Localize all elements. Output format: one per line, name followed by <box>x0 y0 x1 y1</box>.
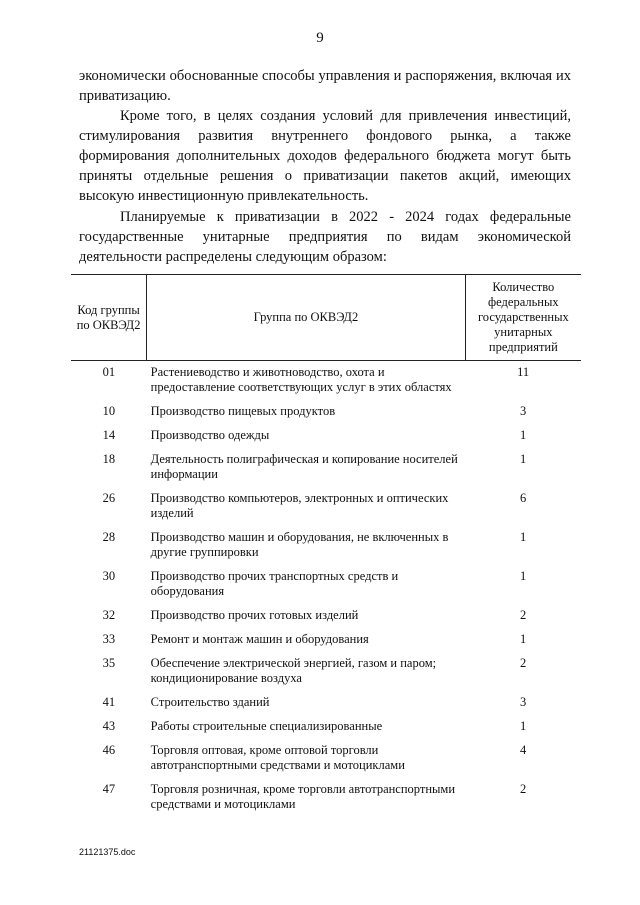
cell-count: 2 <box>519 608 527 622</box>
table-row <box>71 424 581 448</box>
table-row <box>71 778 581 817</box>
table-header-row <box>71 275 581 361</box>
cell-code: 10 <box>102 404 116 418</box>
cell-count: 2 <box>519 782 527 796</box>
table-row <box>71 526 581 565</box>
cell-code: 32 <box>102 608 116 622</box>
table-row <box>71 628 581 652</box>
document-filename: 21121375.doc <box>79 847 136 857</box>
cell-code: 41 <box>102 695 116 709</box>
cell-group: Работы строительные специализированные <box>150 719 383 733</box>
cell-group: Торговля оптовая, кроме оптовой торговли автотранспортными средствами и мотоциклами <box>150 743 405 772</box>
cell-code: 35 <box>102 656 116 670</box>
cell-count: 1 <box>519 452 527 466</box>
cell-group: Производство прочих транспортных средств и оборудования <box>150 569 399 598</box>
cell-count: 1 <box>519 530 527 544</box>
cell-code: 26 <box>102 491 116 505</box>
header-group: Группа по ОКВЭД2 <box>147 275 466 361</box>
table-row <box>71 739 581 778</box>
cell-code: 01 <box>102 365 116 379</box>
cell-count: 1 <box>519 632 527 646</box>
cell-count: 11 <box>517 365 530 379</box>
page-number: 9 <box>316 30 324 46</box>
cell-group: Производство компьютеров, электронных и оптических изделий <box>150 491 449 520</box>
table-row <box>71 715 581 739</box>
cell-code: 18 <box>102 452 116 466</box>
okved-table <box>71 274 581 817</box>
paragraph-privatization-plan: Планируемые к приватизации в 2022 - 2024 годах федеральные государственные унитарные предприятия по видам экономической деятельности распределены следующим образом: <box>79 209 571 265</box>
cell-code: 28 <box>102 530 116 544</box>
header-count: Количество федеральных государственных унитарных предприятий <box>465 275 581 361</box>
cell-group: Производство прочих готовых изделий <box>150 608 359 622</box>
cell-group: Торговля розничная, кроме торговли автотранспортными средствами и мотоциклами <box>150 782 456 811</box>
cell-count: 1 <box>519 569 527 583</box>
cell-group: Деятельность полиграфическая и копирование носителей информации <box>150 452 458 481</box>
cell-count: 3 <box>519 404 527 418</box>
cell-code: 30 <box>102 569 116 583</box>
cell-group: Производство машин и оборудования, не включенных в другие группировки <box>150 530 449 559</box>
cell-count: 1 <box>519 719 527 733</box>
cell-count: 6 <box>519 491 527 505</box>
table-row <box>71 604 581 628</box>
cell-group: Производство пищевых продуктов <box>150 404 336 418</box>
table-row <box>71 361 581 401</box>
paragraph-investment: Кроме того, в целях создания условий для привлечения инвестиций, стимулирования развития внутреннего фондового рынка, а также формирования дополнительных доходов федерального бюджета могут быть приняты отдельные решения о приватизации пакетов акций, имеющих высокую инвестиционную привлекательность. <box>79 108 571 204</box>
cell-code: 46 <box>102 743 116 757</box>
table-row <box>71 400 581 424</box>
cell-code: 33 <box>102 632 116 646</box>
cell-code: 14 <box>102 428 116 442</box>
cell-count: 1 <box>519 428 527 442</box>
cell-group: Ремонт и монтаж машин и оборудования <box>150 632 369 646</box>
cell-count: 2 <box>519 656 527 670</box>
cell-group: Обеспечение электрической энергией, газом и паром; кондиционирование воздуха <box>150 656 437 685</box>
header-code: Код группы по ОКВЭД2 <box>71 275 147 361</box>
table-row <box>71 691 581 715</box>
cell-group: Строительство зданий <box>150 695 270 709</box>
table-row <box>71 565 581 604</box>
cell-group: Растениеводство и животноводство, охота и предоставление соответствующих услуг в этих областях <box>150 365 452 394</box>
cell-code: 47 <box>102 782 116 796</box>
cell-count: 4 <box>519 743 527 757</box>
cell-count: 3 <box>519 695 527 709</box>
table-row <box>71 487 581 526</box>
table-row <box>71 652 581 691</box>
table-row <box>71 448 581 487</box>
cell-code: 43 <box>102 719 116 733</box>
paragraph-continuation: экономически обоснованные способы управления и распоряжения, включая их приватизацию. <box>79 68 571 104</box>
cell-group: Производство одежды <box>150 428 270 442</box>
